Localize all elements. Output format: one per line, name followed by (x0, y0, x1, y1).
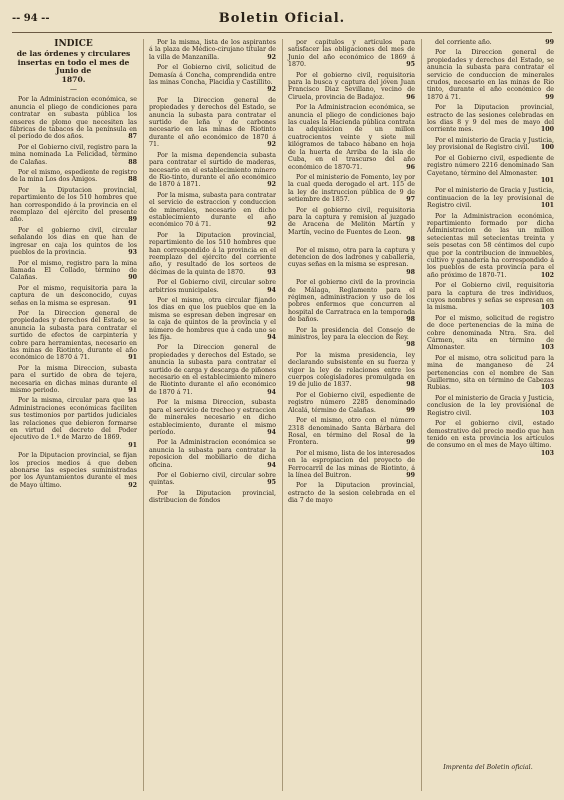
index-entry (10, 169, 137, 184)
entry-page-ref: 89 (128, 216, 137, 224)
entry-text: Por la Diputacion provincial, repartimiento de los 510 hombres que han correspondido á la provincia en el reemplazo del ejército del corriente año, y resultado de los sorteos de décimas de la quinta de 1870. (149, 231, 276, 276)
index-entry (149, 97, 276, 149)
index-entry (427, 395, 554, 417)
entry-text: Por la presidencia del Consejo de ministros, ley para la eleccion de Rey. (288, 326, 415, 342)
index-entry (149, 279, 276, 294)
entry-page-ref: 87 (128, 133, 137, 141)
index-entry (427, 155, 554, 185)
index-entry (427, 420, 554, 457)
index-entry (149, 490, 276, 505)
imprint: Imprenta del Boletin oficial. (443, 763, 533, 771)
entry-text: Por el mismo, registro para la mina llamada El Collado, término de Calañas. (10, 259, 137, 282)
entry-text: Por el gobierno civil, requisitoria para la captura y remision al juzgado de Aracena de Melitón Martín y Martín, vecino de Fuentes de Leon. (288, 206, 415, 236)
entry-text: Por el mismo, otro con el número 2318 denominado Santa Bárbara del Rosal, en término del Rosal de la Frontera. (288, 417, 415, 447)
entry-page-ref: 103 (540, 344, 554, 352)
index-entry (427, 213, 554, 280)
index-entry (288, 247, 415, 277)
entry-page-ref: 94 (267, 461, 276, 469)
index-title: INDICE (54, 39, 93, 49)
entry-page-ref: 91 (128, 387, 137, 394)
entry-text: Por el Gobierno civil, circular sobre arbitrios municipales. (149, 279, 276, 294)
index-entry (288, 39, 415, 69)
index-entry (288, 352, 415, 389)
index-entry (427, 137, 554, 152)
index-entry (288, 104, 415, 171)
columns (8, 39, 556, 791)
index-entry (10, 144, 137, 166)
entry-page-ref: 93 (267, 268, 276, 276)
entry-page-ref: 103 (540, 449, 554, 457)
index-entry (288, 279, 415, 323)
index-entry (149, 152, 276, 189)
entry-page-ref: 97 (406, 196, 415, 204)
entry-text: por capítulos y artículos para satisfacer las obligaciones del mes de Junio del año económico de 1869 á 1870. (288, 39, 415, 69)
entry-text: Por el mismo, otra circular fijando los dias en que los pueblos que en la misma se espresan deben ingresar en la caja de quintos de la provincia y el número de hombres que á cada uno se les fija. (149, 297, 276, 342)
entry-page-ref: 101 (540, 176, 554, 184)
page-number: -- 94 -- (12, 12, 50, 24)
index-entry (149, 232, 276, 276)
column-3 (282, 39, 415, 791)
entry-text: Por el gobierno civil, requisitoria para la busca y captura del jóven Juan Francisco Diaz Sevillano, vecino de Ciruela, provincia de Badajoz. (288, 71, 415, 101)
entry-text: Por el Gobierno civil, espediente de registro número 2216 denominado San Cayetano, término del Almonaster. (427, 154, 554, 177)
index-entry (10, 452, 137, 489)
entry-page-ref: 92 (267, 53, 276, 61)
index-entry (149, 297, 276, 341)
entry-page-ref: 96 (406, 163, 415, 171)
entry-page-ref: 98 (406, 236, 415, 244)
index-entry (427, 187, 554, 209)
entry-text: Por la misma Direccion, subasta para el surtido de obra de tejera, necesaria en dichas minas durante el mismo periodo. (10, 364, 137, 394)
entry-text: Por el mismo, otra para la captura y detencion de dos ladrones y caballería, cuyas señas en la misma se espresan. (288, 246, 415, 269)
index-entry (427, 355, 554, 392)
index-entry (149, 344, 276, 396)
entry-page-ref: 94 (267, 286, 276, 294)
entry-page-ref: 98 (406, 381, 415, 389)
entry-text: Por la misma presidencia, ley declarando subsistente en su fuerza y vigor la ley de relaciones entre los cuerpos colegisladores promulgada en 19 de julio de 1837. (288, 351, 415, 389)
entry-text: Por la Diputacion provincial, estracto de la sesion celebrada en el dia 7 de mayo (288, 482, 415, 505)
entry-page-ref: 91 (128, 299, 137, 307)
index-entry (149, 399, 276, 436)
column-4 (421, 39, 554, 791)
entry-text: Por la misma, circular para que las Administraciones económicas faciliten sus testimonios por partidos judiciales las relaciones que debieron formarse en virtud del decreto del Poder ejecutivo de 1.º de Marzo de 1869. (10, 397, 137, 442)
entry-text: Por el Gobierno civil, circular sobre quintas. (149, 471, 276, 487)
entry-page-ref: 91 (128, 441, 137, 449)
index-entry (427, 39, 554, 46)
entry-page-ref: 98 (406, 341, 415, 349)
index-entry (10, 260, 137, 282)
entry-text: Por la misma, lista de los aspirantes á la plaza de Médico-cirujano titular de la villa de Manzanilla. (149, 39, 276, 61)
entry-page-ref: 94 (267, 334, 276, 342)
entry-text: Por la Administracion económica, se anuncia el pliego de condiciones bajo las cuales la Hacienda pública contrata la adquisicion de un millon cuatrocientos veinte y siete mil kilógramos de tabaco habano en hoja de la huerta de Arriba de la isla de Cuba, en el trascurso del año económico de 1870-71. (288, 104, 415, 171)
entry-page-ref: 99 (406, 471, 415, 479)
entry-page-ref: 99 (545, 39, 554, 46)
entry-text: Por la Diputacion provincial, repartimiento de los 510 hombres que han correspondido á la provincia en el reemplazo del ejército del presente año. (10, 186, 137, 224)
entry-text: Por el mismo, solicitud de registro de doce pertenencias de la mina de cobre denominada Ntra. Sra. del Cármen, sita en término de Almonaster. (427, 314, 554, 352)
entry-page-ref: 92 (267, 141, 276, 149)
index-entry (288, 450, 415, 480)
entry-text: Por la Administracion económica, se anuncia el pliego de condiciones para contratar en subasta pública los enseres de plomo que necesiten las fábricas de tabacos de la península en el período de dos años. (10, 96, 137, 141)
entry-text: Por el gobierno civil de la provincia de Málaga, Reglamento para el régimen, administracion y uso de los pobres enfermos que concurren al hospital de Carratraca en la temporada de baños. (288, 279, 415, 324)
entry-page-ref: 90 (128, 274, 137, 282)
column-1 (10, 39, 137, 791)
entry-text: Por la Direccion general de propiedades y derechos del Estado, se anuncia la subasta para contratar el servicio de conduccion de minerales crudos, necesario en las minas de Rio tinto, durante el año económico de 1870 á 71. (427, 49, 554, 101)
entry-page-ref: 92 (267, 86, 276, 94)
index-entry (427, 104, 554, 134)
entry-page-ref: 88 (128, 158, 137, 166)
entry-page-ref: 92 (267, 221, 276, 229)
entry-page-ref: 103 (540, 304, 554, 312)
index-entry (288, 482, 415, 504)
entry-page-ref: 92 (267, 181, 276, 189)
entry-text: Por la Administracion económica se anuncia la subasta para contratar la reposicion del mobiliario de dicha oficina. (149, 439, 276, 469)
entry-page-ref: 96 (406, 93, 415, 101)
column-2 (143, 39, 276, 791)
index-entry (10, 365, 137, 395)
entry-text: del corriente año. (435, 39, 492, 46)
page-header (12, 4, 552, 33)
entry-page-ref: 101 (540, 202, 554, 210)
entry-text: Por el ministerio de Gracia y Justicia, ley provisional de Registro civil. (427, 136, 554, 152)
entry-page-ref: 98 (406, 268, 415, 276)
index-entry (427, 49, 554, 101)
index-entry (149, 192, 276, 229)
index-subtitle: de las órdenes y circulares insertas en todo el mes de Junio de (16, 49, 131, 76)
index-entry (10, 285, 137, 307)
entry-text: Por la Diputacion provincial, estracto de las sesiones celebradas en los dias 8 y 9 del mes de mayo del corriente mes. (427, 104, 554, 134)
entry-page-ref: 103 (540, 384, 554, 392)
entry-page-ref: 99 (406, 406, 415, 414)
masthead-title: Boletin Oficial. (218, 10, 346, 26)
entry-page-ref: 95 (406, 61, 415, 69)
entry-text: Por la Diputacion provincial, distribucion de fondos (149, 489, 276, 505)
entry-page-ref: 93 (128, 249, 137, 257)
entry-text: Por el gobierno civil, circular señalando los dias en que han de ingresar en caja los quintos de los pueblos de la provincia. (10, 226, 137, 257)
index-entry (149, 439, 276, 469)
entry-text: Por el ministerio de Gracia y Justicia, continuacion de la ley provisional de Registro civil. (427, 187, 554, 210)
index-entry (427, 315, 554, 352)
index-year: 1870. (61, 74, 86, 84)
entry-text: Por la misma dependencia subasta para contratar el surtido de maderas, necesario en el establecimiento minero de Rio-tinto, durante el año económico de 1870 á 1871. (149, 151, 276, 189)
index-entry (288, 392, 415, 414)
index-entry (10, 187, 137, 224)
index-entry (149, 472, 276, 487)
entry-page-ref: 100 (540, 144, 554, 152)
index-entry (288, 207, 415, 244)
entry-text: Por el Gobierno civil, solicitud de Demasía á Concha, comprendida entre las minas Concha, Placidia y Castillito. (149, 64, 276, 87)
index-divider: — (70, 85, 77, 94)
entry-text: Por la Direccion general de propiedades y derechos del Estado, se anuncia la subasta para contratar el surtido de carga y descarga de piñones necesario en el establecimiento minero de Riotinto durante el año económico de 1870 á 71. (149, 344, 276, 396)
entry-text: Por el Gobierno civil, espediente de registro número 2285 denominado Alcalá, término de Calañas. (288, 391, 415, 414)
entry-page-ref: 94 (267, 388, 276, 396)
entry-page-ref: 92 (128, 481, 137, 489)
entry-text: Por el mismo, espediente de registro de la mina Los dos Amigos. (10, 169, 137, 184)
index-entry (288, 174, 415, 204)
index-entry (288, 72, 415, 102)
entry-page-ref: 102 (540, 271, 554, 279)
entry-text: Por la Administracion económica, repartimiento formado por dicha Administracion de las un millon setecientas mil setecientas treinta y seis pesetas con 58 céntimos del cupo que por la contribucion de inmuebles, cultivo y ganadería ha correspondido á los pueblos de esta provincia para el año próximo de 1870-71. (427, 212, 554, 279)
entry-text: Por la Direccion general de propiedades y derechos del Estado, se anuncia la subasta para contratar el surtido de leña y de carbones necesario en las minas de Riotinto durante el año económico de 1870 á 71. (149, 96, 276, 149)
entry-page-ref: 99 (545, 93, 554, 101)
entry-text: Por el mismo, otra solicitud para la mina de manganeso de 24 pertenencias con el nombre de San Guillermo, sita en término de Cabezas Rubias. (427, 354, 554, 392)
entry-text: Por el Gobierno civil, registro para la mina nominada La Felicidad, término de Calañas. (10, 143, 137, 166)
index-entry (10, 96, 137, 140)
entry-page-ref: 94 (267, 428, 276, 436)
entry-page-ref: 103 (540, 409, 554, 417)
entry-text: Por la misma, subasta para contratar el servicio de estraccion y conduccion de minerales, necesario en dicho establecimiento durante el año económico 70 á 71. (149, 191, 276, 229)
entry-page-ref: 100 (540, 126, 554, 134)
entry-text: Por la misma Direccion, subasta para el servicio de trecheo y estraccion de minerales necesario en dicho establecimiento, durante el mismo período. (149, 399, 276, 436)
entry-text: Por la Direccion general de propiedades y derechos del Estado, se anuncia la subasta para contratar el surtido de efectos de carpintería y cobre para herramientas, necesario en las minas de Riotinto, durante el año económico de 1870 á 71. (10, 309, 137, 362)
entry-text: Por el mismo, lista de los interesados en la espropiacion del proyecto de Ferrocarril de las minas de Riotinto, á la línea del Buitron. (288, 449, 415, 479)
entry-text: Por el gobierno civil, estado demostrativo del precio medio que han tenido en esta provincia los artículos de consumo en el mes de Mayo último. (427, 420, 554, 450)
index-entry (10, 227, 137, 257)
index-entry (10, 310, 137, 362)
index-entry (427, 282, 554, 312)
entry-page-ref: 95 (267, 479, 276, 487)
entry-page-ref: 98 (406, 316, 415, 324)
entry-text: Por el Gobierno civil, requisitoria para la captura de tres individuos, cuyos nombres y señas se espresan en la misma. (427, 282, 554, 312)
entry-page-ref: 88 (128, 176, 137, 184)
index-entry (149, 39, 276, 61)
entry-page-ref: 99 (406, 439, 415, 447)
index-entry (10, 397, 137, 449)
index-entry (288, 417, 415, 447)
entry-text: Por el ministerio de Gracia y Justicia, conclusion de la ley provisional de Registro civil. (427, 394, 554, 417)
entry-text: Por la Diputacion provincial, se fijan los precios medios á que deben abonarse las especies suministradas por los Ayuntamientos durante el mes de Mayo último. (10, 452, 137, 489)
entry-text: Por el ministerio de Fomento, ley por la cual queda derogado el art. 115 de la ley de instruccion pública de 9 de setiembre de 1857. (288, 173, 415, 204)
index-entry (288, 327, 415, 349)
entry-text: Por el mismo, requisitoria para la captura de un desconocido, cuyas señas en la misma se espresan. (10, 284, 137, 307)
index-entry (149, 64, 276, 94)
entry-page-ref: 91 (128, 354, 137, 362)
